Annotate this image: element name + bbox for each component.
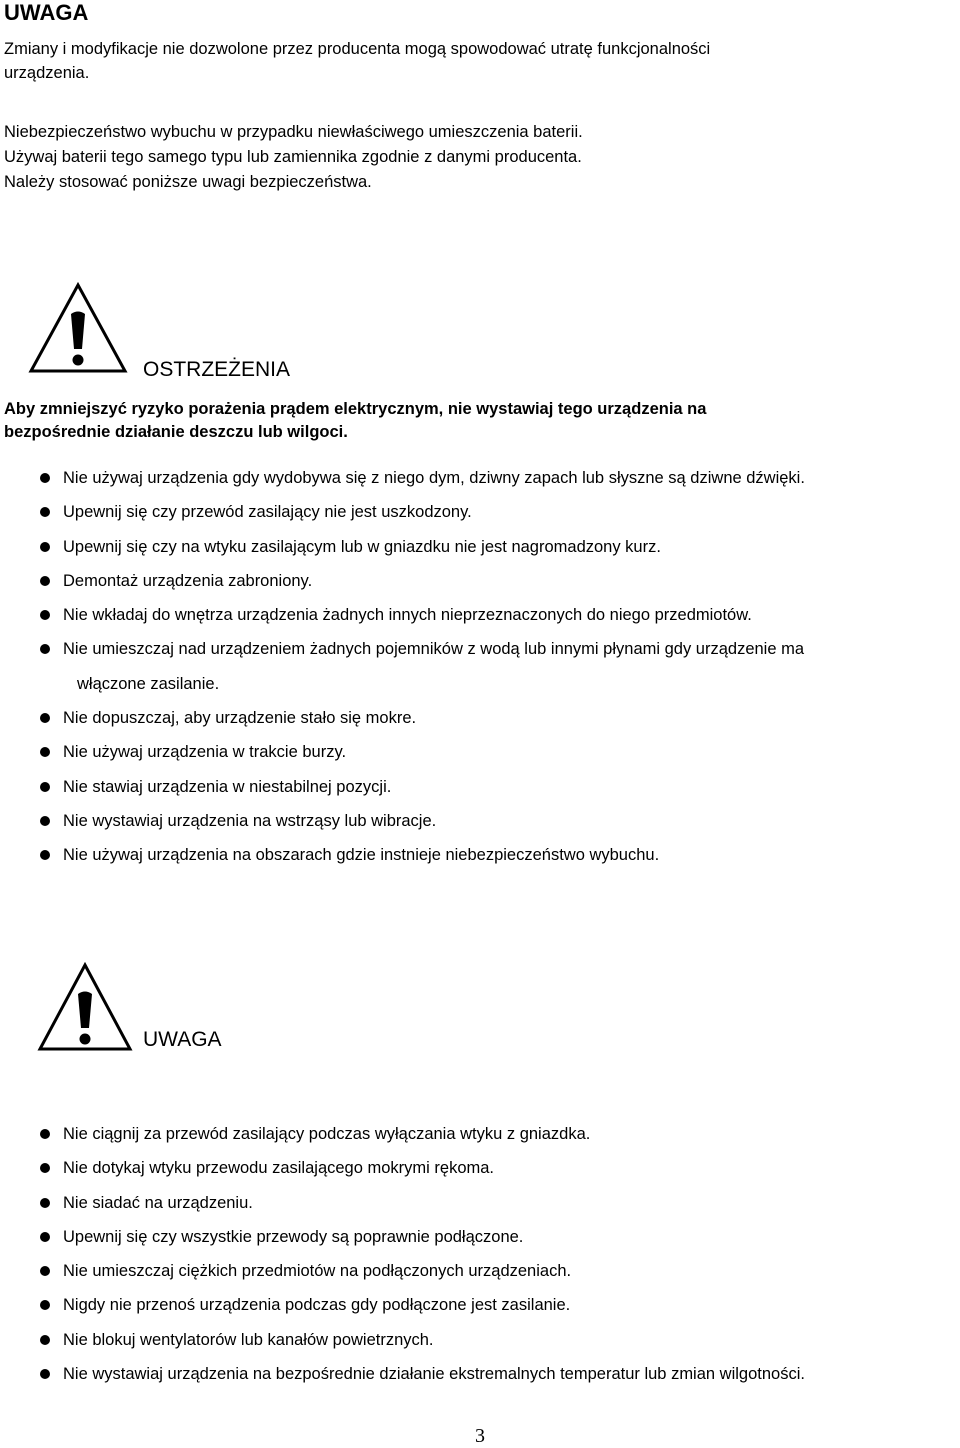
modification-notice-line1: Zmiany i modyfikacje nie dozwolone przez producenta mogą spowodować utratę funkcjonalności bbox=[4, 40, 711, 58]
bullet-icon bbox=[40, 1335, 50, 1345]
page-heading: UWAGA bbox=[4, 0, 89, 25]
modification-notice-line2: urządzenia. bbox=[4, 64, 90, 82]
list-item: Nigdy nie przenoś urządzenia podczas gdy podłączone jest zasilanie. bbox=[40, 1288, 960, 1322]
list-item-continuation: włączone zasilanie. bbox=[77, 674, 220, 693]
bullet-icon bbox=[40, 782, 50, 792]
list-item: Nie ciągnij za przewód zasilający podczas wyłączania wtyku z gniazdka. bbox=[40, 1117, 960, 1151]
list-item: Upewnij się czy przewód zasilający nie jest uszkodzony. bbox=[40, 495, 960, 529]
warning-triangle-icon bbox=[28, 282, 128, 374]
bullet-icon bbox=[40, 1129, 50, 1139]
list-item: Nie dopuszczaj, aby urządzenie stało się mokre. bbox=[40, 701, 960, 735]
cautions-list bbox=[40, 1117, 960, 1391]
bullet-icon bbox=[40, 1163, 50, 1173]
bullet-icon bbox=[40, 850, 50, 860]
list-item: Nie umieszczaj nad urządzeniem żadnych pojemników z wodą lub innymi płynami gdy urządzenie ma włączone zasilanie. bbox=[40, 632, 960, 701]
electric-shock-notice-line1: Aby zmniejszyć ryzyko porażenia prądem elektrycznym, nie wystawiaj tego urządzenia na bbox=[4, 400, 707, 418]
list-item: Nie wystawiaj urządzenia na bezpośrednie działanie ekstremalnych temperatur lub zmian wilgotności. bbox=[40, 1357, 960, 1391]
bullet-icon bbox=[40, 1300, 50, 1310]
bullet-icon bbox=[40, 1232, 50, 1242]
list-item: Nie stawiaj urządzenia w niestabilnej pozycji. bbox=[40, 770, 960, 804]
list-item: Nie używaj urządzenia gdy wydobywa się z niego dym, dziwny zapach lub słyszne są dziwne dźwięki. bbox=[40, 461, 960, 495]
bullet-icon bbox=[40, 542, 50, 552]
list-item: Nie wystawiaj urządzenia na wstrząsy lub wibracje. bbox=[40, 804, 960, 838]
bullet-icon bbox=[40, 1266, 50, 1276]
list-item: Upewnij się czy wszystkie przewody są poprawnie podłączone. bbox=[40, 1220, 960, 1254]
bullet-icon bbox=[40, 816, 50, 826]
bullet-icon bbox=[40, 610, 50, 620]
list-item: Demontaż urządzenia zabroniony. bbox=[40, 564, 960, 598]
list-item: Nie blokuj wentylatorów lub kanałów powietrznych. bbox=[40, 1323, 960, 1357]
warnings-list bbox=[40, 461, 960, 873]
electric-shock-notice-line2: bezpośrednie działanie deszczu lub wilgoci. bbox=[4, 423, 348, 441]
warnings-title: OSTRZEŻENIA bbox=[143, 358, 291, 381]
bullet-icon bbox=[40, 576, 50, 586]
warning-triangle-icon bbox=[37, 962, 133, 1052]
battery-type-line: Używaj baterii tego samego typu lub zamiennika zgodnie z danymi producenta. bbox=[4, 148, 582, 166]
bullet-icon bbox=[40, 473, 50, 483]
list-item: Nie siadać na urządzeniu. bbox=[40, 1186, 960, 1220]
page-number: 3 bbox=[475, 1425, 485, 1447]
bullet-icon bbox=[40, 747, 50, 757]
bullet-icon bbox=[40, 1198, 50, 1208]
list-item: Nie używaj urządzenia na obszarach gdzie instnieje niebezpieczeństwo wybuchu. bbox=[40, 838, 960, 872]
bullet-icon bbox=[40, 644, 50, 654]
bullet-icon bbox=[40, 507, 50, 517]
list-item: Upewnij się czy na wtyku zasilającym lub w gniazdku nie jest nagromadzony kurz. bbox=[40, 530, 960, 564]
cautions-title: UWAGA bbox=[143, 1028, 222, 1051]
safety-notes-line: Należy stosować poniższe uwagi bezpieczeństwa. bbox=[4, 173, 372, 191]
bullet-icon bbox=[40, 713, 50, 723]
list-item: Nie wkładaj do wnętrza urządzenia żadnych innych nieprzeznaczonych do niego przedmiotów. bbox=[40, 598, 960, 632]
bullet-icon bbox=[40, 1369, 50, 1379]
list-item: Nie umieszczaj ciężkich przedmiotów na podłączonych urządzeniach. bbox=[40, 1254, 960, 1288]
list-item: Nie dotykaj wtyku przewodu zasilającego mokrymi rękoma. bbox=[40, 1151, 960, 1185]
battery-warning-line: Niebezpieczeństwo wybuchu w przypadku niewłaściwego umieszczenia baterii. bbox=[4, 123, 583, 141]
list-item: Nie używaj urządzenia w trakcie burzy. bbox=[40, 735, 960, 769]
